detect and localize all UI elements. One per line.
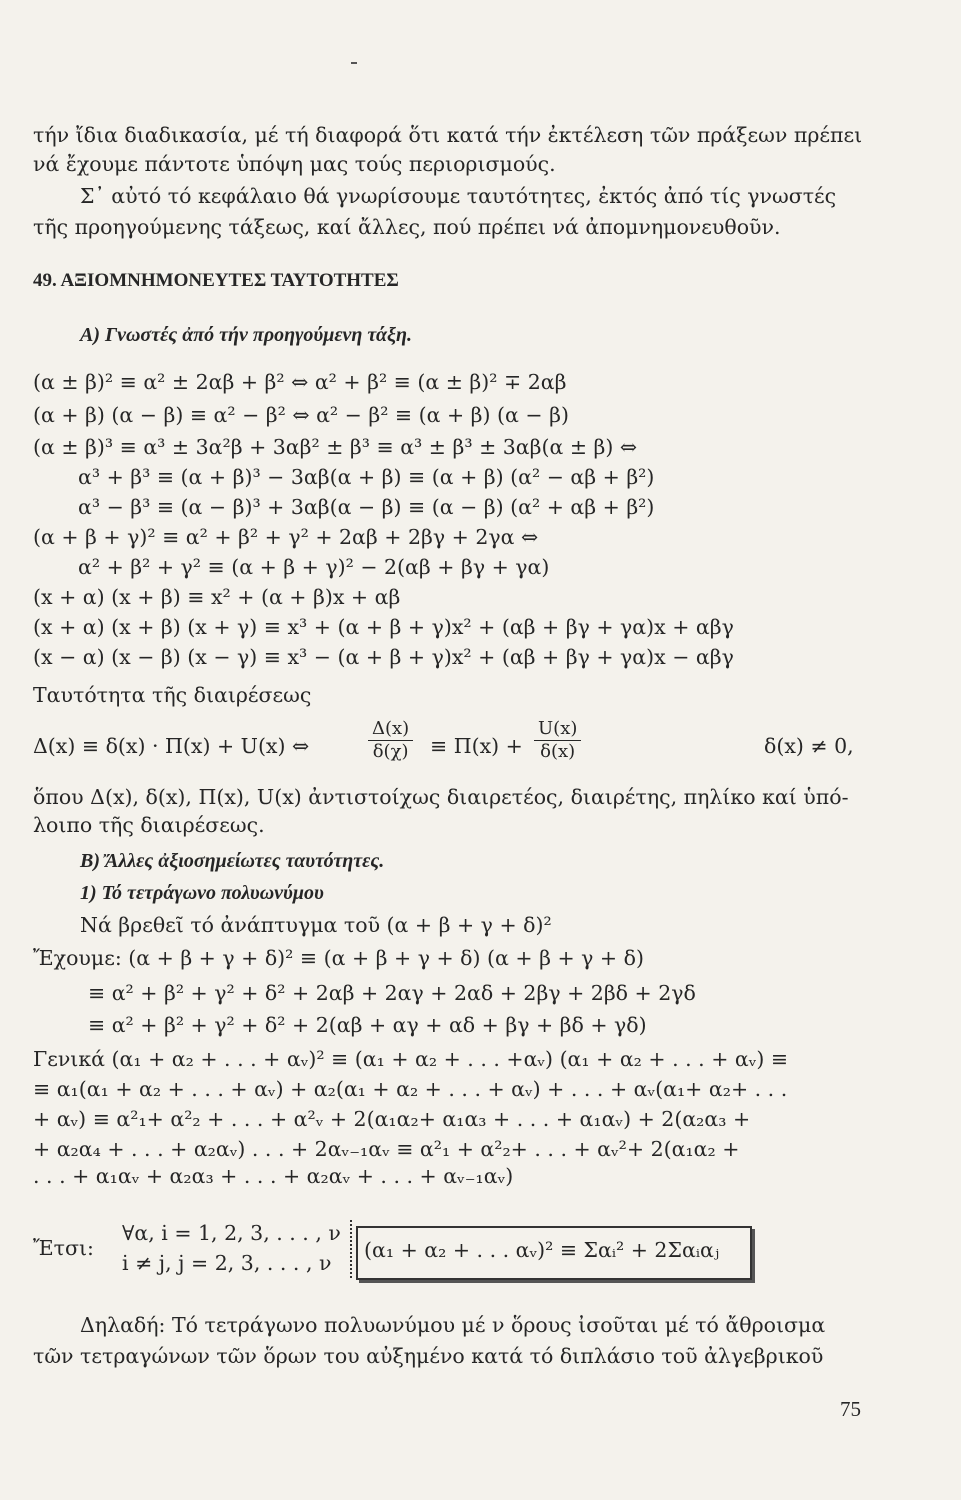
intro-line: Σ᾽ αὐτό τό κεφάλαιο θά γνωρίσουμε ταυτότητες, ἐκτός ἀπό τίς γνωστές bbox=[80, 184, 837, 208]
top-mark bbox=[351, 62, 357, 64]
general-line: ≡ α₁(α₁ + α₂ + . . . + αᵥ) + α₂(α₁ + α₂ + . . . + αᵥ) + . . . + αᵥ(α₁+ α₂+ . . . bbox=[33, 1077, 788, 1101]
intro-line: τῆς προηγούμενης τάξεως, καί ἄλλες, πού πρέπει νά ἀπομνημονευθοῦν. bbox=[33, 215, 781, 239]
division-title: Ταυτότητα τῆς διαιρέσεως bbox=[33, 683, 312, 707]
fraction-denominator: δ(x) bbox=[540, 741, 576, 762]
general-line: + αᵥ) ≡ α²₁+ α²₂ + . . . + α²ᵥ + 2(α₁α₂+ α₁α₃ + . . . + α₁αᵥ) + 2(α₂α₃ + bbox=[33, 1107, 751, 1131]
identity: (x + α) (x + β) (x + γ) ≡ x³ + (α + β + γ)x² + (αβ + βγ + γα)x + αβγ bbox=[33, 615, 734, 639]
fraction-denominator: δ(χ) bbox=[372, 741, 409, 762]
conclusion-line: τῶν τετραγώνων τῶν ὅρων του αὐξημένο κατά τό διπλάσιο τοῦ ἀλγεβρικοῦ bbox=[33, 1344, 824, 1368]
intro-line: τήν ἴδια διαδικασία, μέ τή διαφορά ὅτι κατά τήν ἐκτέλεση τῶν πράξεων πρέπει bbox=[33, 123, 863, 147]
fraction-numerator: U(x) bbox=[534, 718, 581, 741]
summary-label: Ἔτσι: bbox=[33, 1236, 94, 1260]
square-line: ≡ α² + β² + γ² + δ² + 2αβ + 2αγ + 2αδ + 2βγ + 2βδ + 2γδ bbox=[88, 981, 696, 1005]
boxed-formula-text: (α₁ + α₂ + . . . αᵥ)² ≡ Σαᵢ² + 2Σαᵢαⱼ bbox=[364, 1238, 720, 1262]
where-line: λοιπο τῆς διαιρέσεως. bbox=[33, 813, 265, 837]
general-line: + α₂α₄ + . . . + α₂αᵥ) . . . + 2αᵥ₋₁αᵥ ≡ α²₁ + α²₂+ . . . + αᵥ²+ 2(α₁α₂ + bbox=[33, 1137, 740, 1161]
identity: α³ − β³ ≡ (α − β)³ + 3αβ(α − β) ≡ (α − β) (α² + αβ + β²) bbox=[78, 495, 655, 519]
identity: (x + α) (x + β) ≡ x² + (α + β)x + αβ bbox=[33, 585, 401, 609]
section-heading: 49. ΑΞΙΟΜΝΗΜΟΝΕΥΤΕΣ ΤΑΥΤΟΤΗΤΕΣ bbox=[33, 270, 399, 291]
summary-condition: i ≠ j, j = 2, 3, . . . , ν bbox=[122, 1251, 332, 1275]
identity: (α ± β)³ ≡ α³ ± 3α²β + 3αβ² ± β³ ≡ α³ ± β³ ± 3αβ(α ± β) ⇔ bbox=[33, 435, 638, 459]
division-mid: ≡ Π(x) + bbox=[430, 734, 523, 758]
square-line: ≡ α² + β² + γ² + δ² + 2(αβ + αγ + αδ + βγ + βδ + γδ) bbox=[88, 1013, 647, 1037]
identity: (α ± β)² ≡ α² ± 2αβ + β² ⇔ α² + β² ≡ (α ± β)² ∓ 2αβ bbox=[33, 370, 567, 394]
division-condition: δ(x) ≠ 0, bbox=[764, 734, 854, 758]
summary-separator bbox=[350, 1220, 354, 1278]
intro-line: νά ἔχουμε πάντοτε ὑπόψη μας τούς περιορισμούς. bbox=[33, 152, 556, 176]
subheading-a: Α) Γνωστές ἀπό τήν προηγούμενη τάξη. bbox=[80, 324, 413, 346]
square-line: Ἔχουμε: (α + β + γ + δ)² ≡ (α + β + γ + δ) (α + β + γ + δ) bbox=[33, 946, 644, 970]
identity: (α + β) (α − β) ≡ α² − β² ⇔ α² − β² ≡ (α + β) (α − β) bbox=[33, 403, 569, 427]
general-line: . . . + α₁αᵥ + α₂α₃ + . . . + α₂αᵥ + . . . + αᵥ₋₁αᵥ) bbox=[33, 1164, 514, 1188]
where-line: ὅπου Δ(x), δ(x), Π(x), U(x) ἀντιστοίχως διαιρετέος, διαιρέτης, πηλίκο καί ὑπό- bbox=[33, 785, 849, 809]
identity: (α + β + γ)² ≡ α² + β² + γ² + 2αβ + 2βγ + 2γα ⇔ bbox=[33, 525, 539, 549]
identity: α³ + β³ ≡ (α + β)³ − 3αβ(α + β) ≡ (α + β) (α² − αβ + β²) bbox=[78, 465, 655, 489]
subheading-b: Β) Ἄλλες ἀξιοσημείωτες ταυτότητες. bbox=[80, 850, 385, 872]
fraction-delta-over-delta bbox=[368, 718, 413, 763]
summary-condition: ∀α, i = 1, 2, 3, . . . , ν bbox=[122, 1221, 341, 1245]
fraction-numerator: Δ(x) bbox=[368, 718, 413, 741]
general-line: Γενικά (α₁ + α₂ + . . . + αᵥ)² ≡ (α₁ + α₂ + . . . +αᵥ) (α₁ + α₂ + . . . + αᵥ) ≡ bbox=[33, 1047, 789, 1071]
conclusion-line: Δηλαδή: Τό τετράγωνο πολυωνύμου μέ ν ὅρους ἰσοῦται μέ τό ἄθροισμα bbox=[80, 1313, 826, 1337]
page-number: 75 bbox=[840, 1397, 861, 1421]
square-line: Νά βρεθεῖ τό ἀνάπτυγμα τοῦ (α + β + γ + δ)² bbox=[80, 913, 552, 937]
identity: (x − α) (x − β) (x − γ) ≡ x³ − (α + β + γ)x² + (αβ + βγ + γα)x − αβγ bbox=[33, 645, 734, 669]
subheading-b1: 1) Τό τετράγωνο πολυωνύμου bbox=[80, 882, 324, 904]
fraction-remainder bbox=[534, 718, 581, 763]
division-lhs: Δ(x) ≡ δ(x) · Π(x) + U(x) ⇔ bbox=[33, 734, 310, 758]
identity: α² + β² + γ² ≡ (α + β + γ)² − 2(αβ + βγ + γα) bbox=[78, 555, 550, 579]
